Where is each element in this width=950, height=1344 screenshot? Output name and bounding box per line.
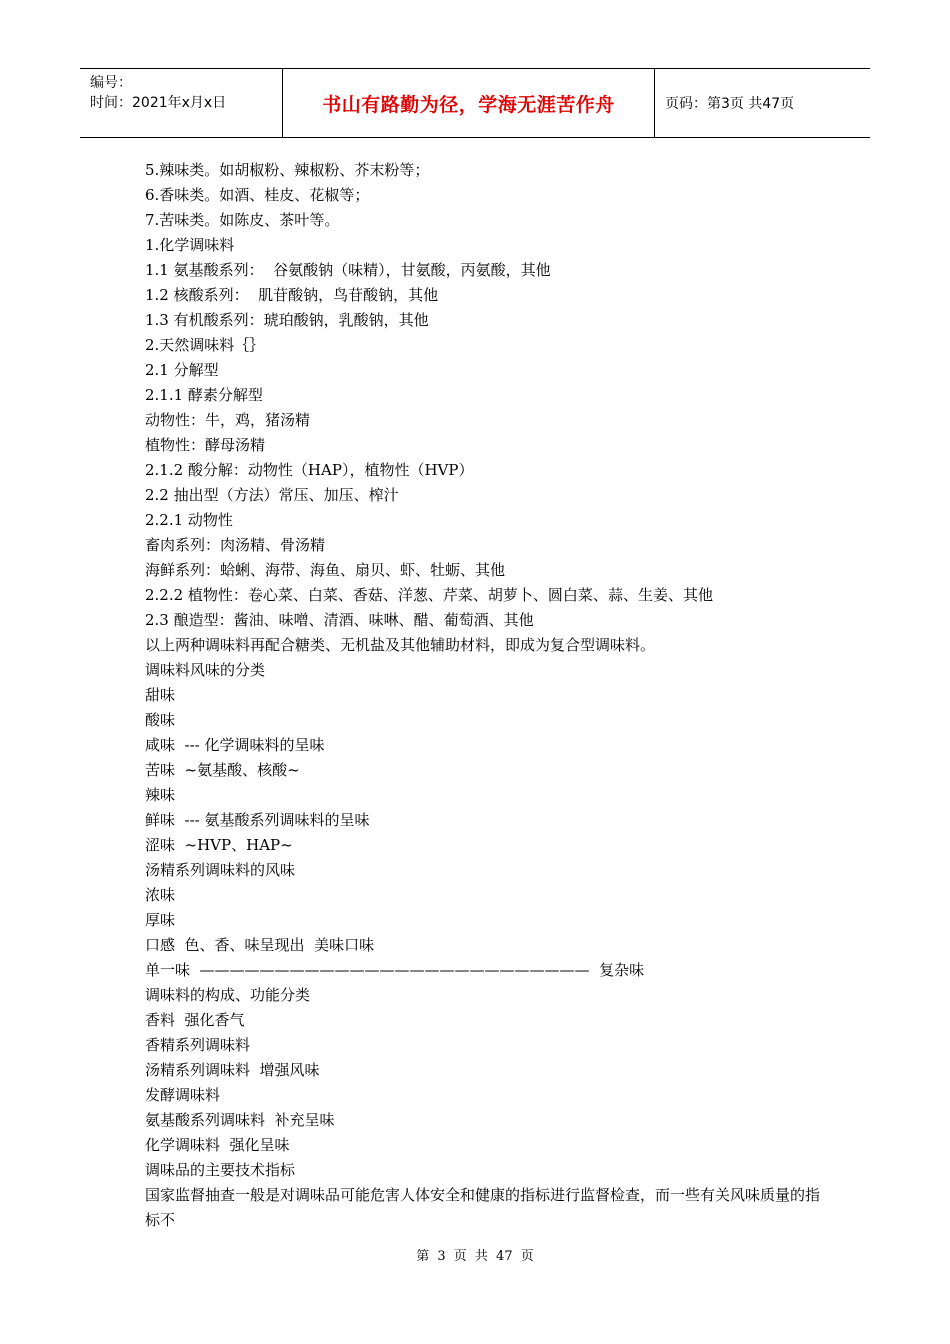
text-line: 1.2 核酸系列： 肌苷酸钠，鸟苷酸钠，其他	[145, 286, 439, 304]
text-line: 氨基酸系列调味料 补充呈味	[145, 1111, 335, 1129]
text-line: 化学调味料 强化呈味	[145, 1136, 290, 1154]
text-line: 1.化学调味料	[145, 236, 235, 254]
text-line: 2.3 酿造型：酱油、味噌、清酒、味啉、醋、葡萄酒、其他	[145, 611, 534, 629]
header-motto-cell	[283, 69, 655, 137]
text-line: 2.2 抽出型（方法）常压、加压、榨汁	[145, 486, 399, 504]
text-line: 厚味	[145, 911, 176, 929]
text-line: 2.1.1 酵素分解型	[145, 386, 263, 404]
text-line: 香料 强化香气	[145, 1011, 245, 1029]
text-line: 调味料的构成、功能分类	[145, 986, 311, 1004]
page-header	[80, 68, 870, 138]
document-number-label: 编号：	[90, 75, 132, 91]
text-line: 以上两种调味料再配合糖类、无机盐及其他辅助材料，即成为复合型调味料。	[145, 636, 656, 654]
text-line: 1.3 有机酸系列：琥珀酸钠，乳酸钠，其他	[145, 311, 429, 329]
text-line: 调味料风味的分类	[145, 661, 266, 679]
text-line: 汤精系列调味料的风味	[145, 861, 296, 879]
text-line: 苦味 ~氨基酸、核酸~	[145, 761, 300, 779]
header-page-cell	[655, 69, 870, 137]
text-line: 涩味 ~HVP、HAP~	[145, 836, 293, 854]
text-line: 香精系列调味料	[145, 1036, 251, 1054]
text-line: 国家监督抽查一般是对调味品可能危害人体安全和健康的指标进行监督检查，而一些有关风味质量的指标不	[145, 1186, 821, 1229]
page-footer: 第 3 页 共 47 页	[416, 1249, 534, 1264]
text-line: 海鲜系列：蛤蜊、海带、海鱼、扇贝、虾、牡蛎、其他	[145, 561, 506, 579]
text-line: 辣味	[145, 786, 176, 804]
text-line: 咸味 --- 化学调味料的呈味	[145, 736, 325, 754]
text-line: 汤精系列调味料 增强风味	[145, 1061, 320, 1079]
text-line: 6.香味类。如酒、桂皮、花椒等；	[145, 186, 370, 204]
text-line: 2.1 分解型	[145, 361, 219, 379]
document-body	[145, 158, 825, 1233]
text-line: 2.1.2 酸分解：动物性（HAP），植物性（HVP）	[145, 461, 474, 479]
text-line: 酸味	[145, 711, 176, 729]
text-line: 甜味	[145, 686, 176, 704]
text-line: 动物性：牛，鸡，猪汤精	[145, 411, 311, 429]
text-line: 浓味	[145, 886, 176, 904]
text-line: 7.苦味类。如陈皮、茶叶等。	[145, 211, 340, 229]
text-line: 5.辣味类。如胡椒粉、辣椒粉、芥末粉等；	[145, 161, 430, 179]
text-line: 畜肉系列：肉汤精、骨汤精	[145, 536, 326, 554]
text-line: 植物性：酵母汤精	[145, 436, 266, 454]
text-line: 2.2.1 动物性	[145, 511, 233, 529]
text-line: 调味品的主要技术指标	[145, 1161, 296, 1179]
text-line: 口感 色、香、味呈现出 美味口味	[145, 936, 375, 954]
text-line: 单一味 —————————————————————————— 复杂味	[145, 961, 645, 979]
text-line: 2.天然调味料｛｝	[145, 336, 265, 354]
text-line: 发酵调味料	[145, 1086, 221, 1104]
text-line: 2.2.2 植物性：卷心菜、白菜、香菇、洋葱、芹菜、胡萝卜、圆白菜、蒜、生姜、其他	[145, 586, 713, 604]
text-line: 鲜味 --- 氨基酸系列调味料的呈味	[145, 811, 370, 829]
document-time-label: 时间：2021年x月x日	[90, 95, 227, 111]
header-page-number: 页码：第3页 共47页	[665, 96, 795, 112]
header-motto: 书山有路勤为径，学海无涯苦作舟	[322, 93, 615, 116]
header-left-cell	[80, 69, 283, 137]
text-line: 1.1 氨基酸系列： 谷氨酸钠（味精），甘氨酸，丙氨酸，其他	[145, 261, 551, 279]
